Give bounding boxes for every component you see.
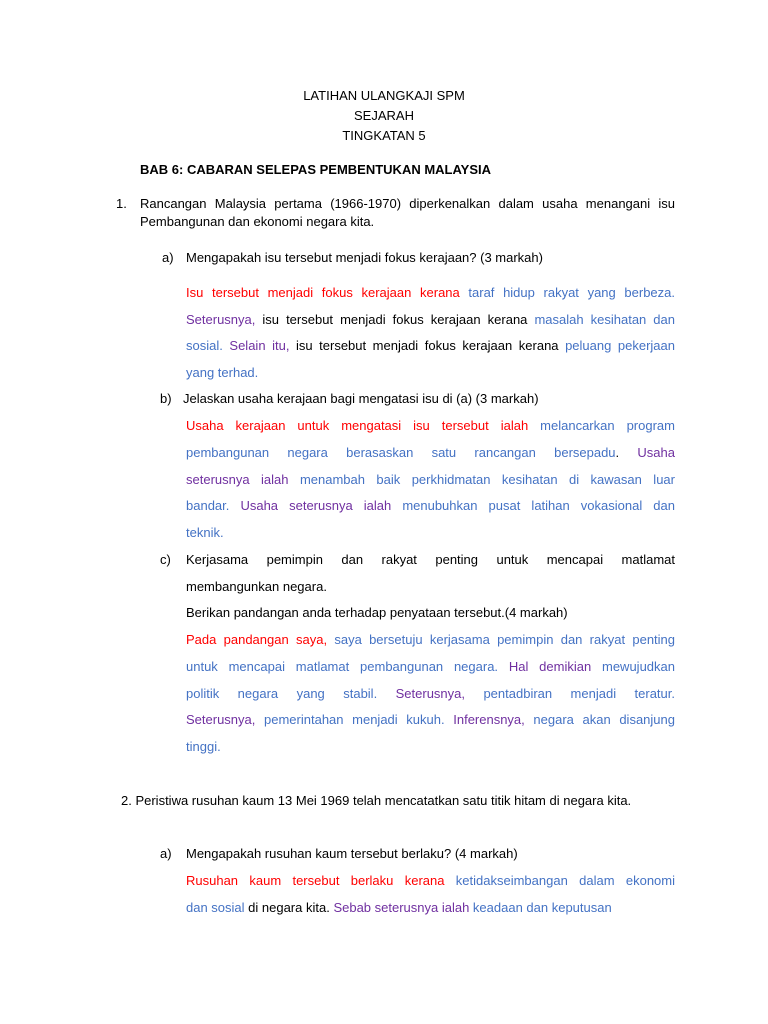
answer-segment-blue: melancarkan program [540, 418, 675, 433]
answer-line [186, 686, 675, 702]
answer-line [186, 739, 221, 755]
q1c-text-line3: Berikan pandangan anda terhadap penyataan tersebut.(4 markah) [186, 605, 568, 620]
answer-segment-blue: pentadbiran menjadi teratur. [483, 685, 675, 701]
answer-segment-blue: keadaan dan keputusan [472, 900, 612, 915]
answer-segment-red: Isu tersebut menjadi fokus kerajaan kerana [186, 285, 469, 300]
answer-segment-blue: tinggi. [186, 739, 221, 754]
q2a-question: Mengapakah rusuhan kaum tersebut berlaku? (4 markah) [186, 846, 518, 861]
answer-line [186, 632, 675, 648]
answer-segment-blue: bandar. [186, 498, 241, 514]
answer-segment-purple: Seterusnya, [186, 712, 265, 728]
answer-line [186, 525, 224, 541]
answer-segment-blue: negara akan disanjung [533, 712, 675, 728]
answer-segment-blue: sosial. [186, 338, 230, 354]
answer-segment-red: Pada pandangan saya, [186, 632, 335, 647]
doc-title: LATIHAN ULANGKAJI SPM [303, 88, 465, 103]
answer-segment-red: Usaha kerajaan untuk mengatasi isu tersebut ialah [186, 418, 541, 433]
answer-segment-blue: ketidakseimbangan dalam ekonomi [455, 873, 675, 888]
answer-segment-purple: Hal demikian [508, 658, 602, 674]
answer-line [186, 418, 675, 434]
answer-line [186, 900, 612, 916]
answer-segment-red: Rusuhan kaum tersebut berlaku kerana [186, 873, 456, 888]
answer-segment-purple: seterusnya ialah [186, 471, 300, 487]
answer-segment-purple: Usaha seterusnya ialah [240, 498, 403, 514]
q1-text-line2: Pembangunan dan ekonomi negara kita. [140, 214, 375, 229]
q2a-label: a) [160, 846, 172, 861]
q1-number: 1. [116, 196, 127, 211]
answer-line [186, 285, 675, 301]
answer-segment-purple: Seterusnya, [186, 311, 263, 327]
answer-segment-black: isu tersebut menjadi fokus kerajaan kerana [295, 338, 566, 354]
doc-form: TINGKATAN 5 [342, 128, 426, 143]
answer-segment-blue: masalah kesihatan dan [534, 311, 676, 327]
answer-segment-blue: dan sosial [186, 900, 249, 915]
answer-segment-purple: Seterusnya, [395, 685, 484, 701]
answer-segment-blue: taraf hidup rakyat yang berbeza. [468, 285, 675, 300]
answer-segment-black: . [615, 444, 638, 460]
answer-line [186, 445, 675, 461]
answer-line [186, 472, 675, 488]
q1-text-line1: Rancangan Malaysia pertama (1966-1970) diperkenalkan dalam usaha menangani isu [140, 196, 675, 211]
answer-line [186, 498, 675, 514]
answer-segment-purple: Sebab seterusnya ialah [333, 900, 473, 915]
answer-segment-blue: menambah baik perkhidmatan kesihatan di kawasan luar [299, 471, 675, 487]
chapter-heading: BAB 6: CABARAN SELEPAS PEMBENTUKAN MALAYSIA [140, 162, 492, 177]
answer-segment-purple: Inferensnya, [453, 712, 534, 728]
answer-segment-blue: teknik. [186, 525, 224, 540]
answer-line [186, 338, 675, 354]
answer-segment-black: isu tersebut menjadi fokus kerajaan kerana [262, 311, 535, 327]
answer-segment-black: di negara kita. [248, 900, 334, 915]
answer-segment-blue: politik negara yang stabil. [186, 685, 396, 701]
answer-segment-blue: untuk mencapai matlamat pembangunan negara. [186, 658, 509, 674]
q1c-label: c) [160, 552, 171, 567]
answer-segment-purple: Selain itu, [229, 338, 296, 354]
answer-line [186, 365, 258, 381]
answer-segment-blue: pemerintahan menjadi kukuh. [264, 712, 454, 728]
q1b-label: b) [160, 391, 172, 406]
answer-line [186, 873, 675, 889]
q1a-label: a) [162, 250, 174, 265]
answer-line [186, 312, 675, 328]
answer-segment-purple: Usaha [637, 444, 675, 460]
doc-subject: SEJARAH [354, 108, 414, 123]
answer-segment-blue: mewujudkan [602, 658, 675, 674]
q1c-text-line2: membangunkan negara. [186, 579, 327, 594]
answer-segment-blue: saya bersetuju kerjasama pemimpin dan rakyat penting [334, 632, 676, 647]
q1c-text-line1: Kerjasama pemimpin dan rakyat penting untuk mencapai matlamat [186, 552, 675, 567]
q1b-question: Jelaskan usaha kerajaan bagi mengatasi isu di (a) (3 markah) [183, 391, 539, 406]
answer-line [186, 659, 675, 675]
answer-segment-blue: yang terhad. [186, 365, 259, 380]
answer-segment-blue: pembangunan negara berasaskan satu rancangan bersepadu [186, 444, 616, 460]
q2-text: 2. Peristiwa rusuhan kaum 13 Mei 1969 telah mencatatkan satu titik hitam di negara kita. [121, 793, 632, 808]
answer-segment-blue: menubuhkan pusat latihan vokasional dan [402, 498, 675, 514]
answer-segment-blue: peluang pekerjaan [565, 338, 675, 354]
q1a-question: Mengapakah isu tersebut menjadi fokus kerajaan? (3 markah) [186, 250, 543, 265]
answer-line [186, 712, 675, 728]
